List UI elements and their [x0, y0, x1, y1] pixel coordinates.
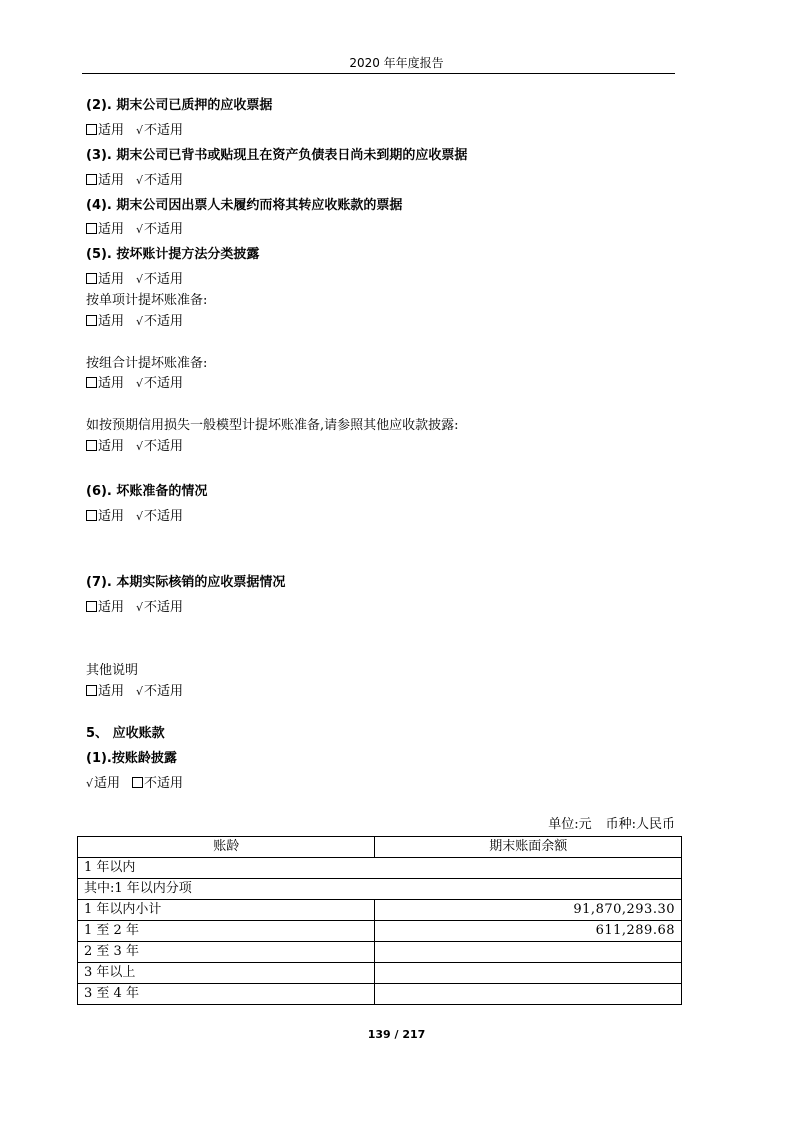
section-2-options	[86, 123, 183, 139]
checkmark-icon: √	[136, 223, 144, 236]
single-item-provision-label: 按单项计提坏账准备:	[86, 293, 208, 308]
row-label: 3 至 4 年	[78, 984, 375, 1005]
checkbox-empty-icon	[132, 777, 143, 788]
row-label: 2 至 3 年	[78, 942, 375, 963]
checkmark-icon: √	[136, 685, 144, 698]
section-4-options	[86, 222, 183, 238]
receivables-heading: 5、 应收账款	[86, 726, 165, 741]
table-row	[78, 921, 682, 942]
checkmark-icon: √	[136, 315, 144, 328]
apply-option[interactable]: 适用	[86, 509, 124, 525]
row-value	[375, 984, 682, 1005]
checkmark-icon: √	[136, 601, 144, 614]
checkbox-empty-icon	[86, 273, 97, 284]
row-label: 1 至 2 年	[78, 921, 375, 942]
table-header-row	[78, 837, 682, 858]
table-row	[78, 984, 682, 1005]
section-6-heading: (6). 坏账准备的情况	[86, 484, 208, 499]
apply-option[interactable]: 适用	[86, 123, 124, 139]
table-row	[78, 963, 682, 984]
checkmark-icon: √	[136, 124, 144, 137]
report-header-title: 2020 年年度报告	[349, 56, 444, 70]
checkbox-empty-icon	[86, 440, 97, 451]
other-notes-options	[86, 684, 183, 700]
checkmark-icon: √	[136, 273, 144, 286]
single-item-options	[86, 314, 183, 330]
page-number: 139 / 217	[367, 1028, 426, 1041]
expected-credit-loss-options	[86, 439, 183, 455]
not-apply-option[interactable]: √不适用	[136, 123, 184, 138]
checkbox-empty-icon	[86, 124, 97, 135]
row-label: 其中:1 年以内分项	[78, 879, 682, 900]
row-value: 611,289.68	[375, 921, 682, 942]
checkmark-icon: √	[86, 777, 94, 790]
not-apply-option[interactable]: √不适用	[136, 272, 184, 287]
row-label: 3 年以上	[78, 963, 375, 984]
apply-option[interactable]: 适用	[86, 684, 124, 700]
checkbox-empty-icon	[86, 601, 97, 612]
section-5-heading: (5). 按坏账计提方法分类披露	[86, 247, 260, 262]
not-apply-option[interactable]: √不适用	[136, 509, 184, 524]
row-value	[375, 963, 682, 984]
row-value	[375, 942, 682, 963]
unit-label: 单位:元	[548, 817, 592, 832]
checkbox-empty-icon	[86, 685, 97, 696]
row-label: 1 年以内	[78, 858, 682, 879]
section-3-options	[86, 173, 183, 189]
checkbox-empty-icon	[86, 223, 97, 234]
header-divider	[82, 73, 675, 74]
checkbox-empty-icon	[86, 315, 97, 326]
not-apply-option[interactable]: √不适用	[136, 314, 184, 329]
checkbox-empty-icon	[86, 377, 97, 388]
other-notes-label: 其他说明	[86, 663, 139, 678]
table-row	[78, 942, 682, 963]
aging-options	[86, 776, 183, 792]
section-7-heading: (7). 本期实际核销的应收票据情况	[86, 575, 286, 590]
checkbox-empty-icon	[86, 510, 97, 521]
apply-option[interactable]: 适用	[86, 376, 124, 392]
table-row	[78, 858, 682, 879]
section-6-options	[86, 509, 183, 525]
not-apply-option[interactable]: 不适用	[132, 776, 183, 792]
section-2-heading: (2). 期末公司已质押的应收票据	[86, 98, 273, 113]
aging-column-header: 账龄	[78, 837, 375, 858]
apply-option[interactable]: 适用	[86, 439, 124, 455]
aging-table	[77, 836, 682, 1005]
apply-option[interactable]: 适用	[86, 272, 124, 288]
not-apply-option[interactable]: √不适用	[136, 684, 184, 699]
row-label: 1 年以内小计	[78, 900, 375, 921]
checkmark-icon: √	[136, 377, 144, 390]
currency-label: 币种:人民币	[605, 817, 675, 832]
aging-heading: (1).按账龄披露	[86, 751, 177, 766]
apply-option[interactable]: √适用	[86, 776, 121, 791]
checkmark-icon: √	[136, 440, 144, 453]
apply-option[interactable]: 适用	[86, 222, 124, 238]
section-5-options	[86, 272, 183, 288]
combo-provision-options	[86, 376, 183, 392]
balance-column-header: 期末账面余额	[375, 837, 682, 858]
unit-currency-line	[548, 817, 675, 833]
combo-provision-label: 按组合计提坏账准备:	[86, 356, 208, 371]
not-apply-option[interactable]: √不适用	[136, 376, 184, 391]
section-3-heading: (3). 期末公司已背书或贴现且在资产负债表日尚未到期的应收票据	[86, 148, 468, 163]
checkbox-empty-icon	[86, 174, 97, 185]
not-apply-option[interactable]: √不适用	[136, 439, 184, 454]
not-apply-option[interactable]: √不适用	[136, 222, 184, 237]
row-value: 91,870,293.30	[375, 900, 682, 921]
expected-credit-loss-note: 如按预期信用损失一般模型计提坏账准备,请参照其他应收款披露:	[86, 418, 459, 433]
not-apply-option[interactable]: √不适用	[136, 173, 184, 188]
apply-option[interactable]: 适用	[86, 600, 124, 616]
not-apply-option[interactable]: √不适用	[136, 600, 184, 615]
section-4-heading: (4). 期末公司因出票人未履约而将其转应收账款的票据	[86, 198, 403, 213]
apply-option[interactable]: 适用	[86, 173, 124, 189]
checkmark-icon: √	[136, 174, 144, 187]
checkmark-icon: √	[136, 510, 144, 523]
table-row	[78, 879, 682, 900]
table-row	[78, 900, 682, 921]
section-7-options	[86, 600, 183, 616]
apply-option[interactable]: 适用	[86, 314, 124, 330]
